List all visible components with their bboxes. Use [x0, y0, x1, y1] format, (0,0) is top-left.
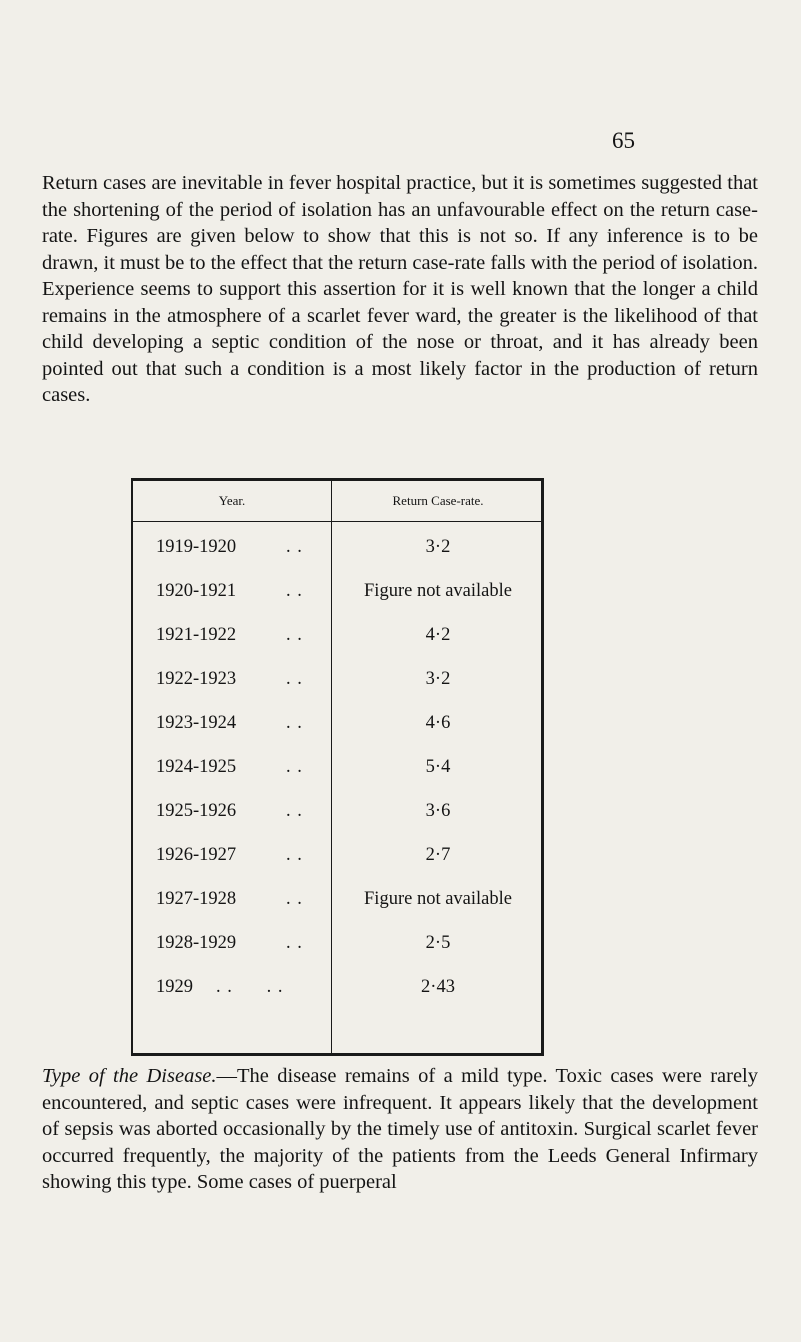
header-rule	[133, 521, 541, 522]
table-row	[133, 801, 544, 831]
row-year: 1923-1924	[156, 713, 237, 733]
row-year: 1929	[156, 977, 193, 997]
row-rate: 2·7	[425, 845, 451, 865]
row-leader: . .	[286, 669, 303, 689]
row-year: 1922-1923	[156, 669, 237, 689]
row-year: 1928-1929	[156, 933, 237, 953]
row-leader: . .	[286, 801, 303, 821]
table-row	[133, 757, 544, 787]
table-row	[133, 625, 544, 655]
table-row	[133, 581, 544, 611]
table-row	[133, 977, 544, 1007]
row-rate: 2·5	[425, 933, 451, 953]
row-leader: . .	[286, 713, 303, 733]
row-year: 1927-1928	[156, 889, 237, 909]
table-row	[133, 889, 544, 919]
header-year: Year.	[218, 493, 246, 508]
row-year: 1919-1920	[156, 537, 237, 557]
row-rate: 4·6	[425, 713, 451, 733]
row-year: 1924-1925	[156, 757, 237, 777]
header-return-case-rate: Return Case-rate.	[392, 493, 484, 508]
paragraph-type-of-disease	[42, 1063, 758, 1196]
row-rate: Figure not available	[364, 581, 512, 601]
table-row	[133, 933, 544, 963]
row-rate: Figure not available	[364, 889, 512, 909]
table-row	[133, 713, 544, 743]
row-rate: 3·6	[425, 801, 451, 821]
section-text: —The disease remains of a mild type. Toxic cases were rarely encountered, and septic cases were infrequent. It appears likely that the development of sepsis was aborted occasionally by the timely use of antitoxin. Surgical scarlet fever occurred frequently, the majority of the patients from the Leeds General Infirmary showing this type. Some cases of puerperal	[42, 1065, 758, 1193]
row-leader: . .	[286, 581, 303, 601]
row-leader: . .	[286, 757, 303, 777]
row-rate: 5·4	[425, 757, 451, 777]
page-number: 65	[612, 128, 635, 153]
row-leader: . . . .	[216, 977, 284, 997]
row-leader: . .	[286, 625, 303, 645]
row-rate: 4·2	[425, 625, 451, 645]
table-row	[133, 537, 544, 567]
row-leader: . .	[286, 889, 303, 909]
row-year: 1921-1922	[156, 625, 237, 645]
row-rate: 2·43	[421, 977, 455, 997]
table-row	[133, 845, 544, 875]
row-rate: 3·2	[425, 537, 451, 557]
paragraph-return-cases: Return cases are inevitable in fever hospital practice, but it is sometimes suggested that the shortening of the period of isolation has an unfavourable effect on the return case-rate. Figures are given below to show that this is not so. If any inference is to be drawn, it must be to the effect that the return case-rate falls with the period of isolation. Experience seems to support this assertion for it is well known that the longer a child remains in the atmosphere of a scarlet fever ward, the greater is the likelihood of that child developing a septic condition of the nose or throat, and it has already been pointed out that such a condition is a most likely factor in the production of return cases.	[42, 172, 758, 406]
row-year: 1920-1921	[156, 581, 237, 601]
row-rate: 3·2	[425, 669, 451, 689]
return-case-rate-table	[131, 478, 544, 1056]
table-row	[133, 669, 544, 699]
row-year: 1925-1926	[156, 801, 237, 821]
row-leader: . .	[286, 845, 303, 865]
row-leader: . .	[286, 933, 303, 953]
section-heading: Type of the Disease.	[42, 1065, 217, 1087]
row-year: 1926-1927	[156, 845, 237, 865]
row-leader: . .	[286, 537, 303, 557]
